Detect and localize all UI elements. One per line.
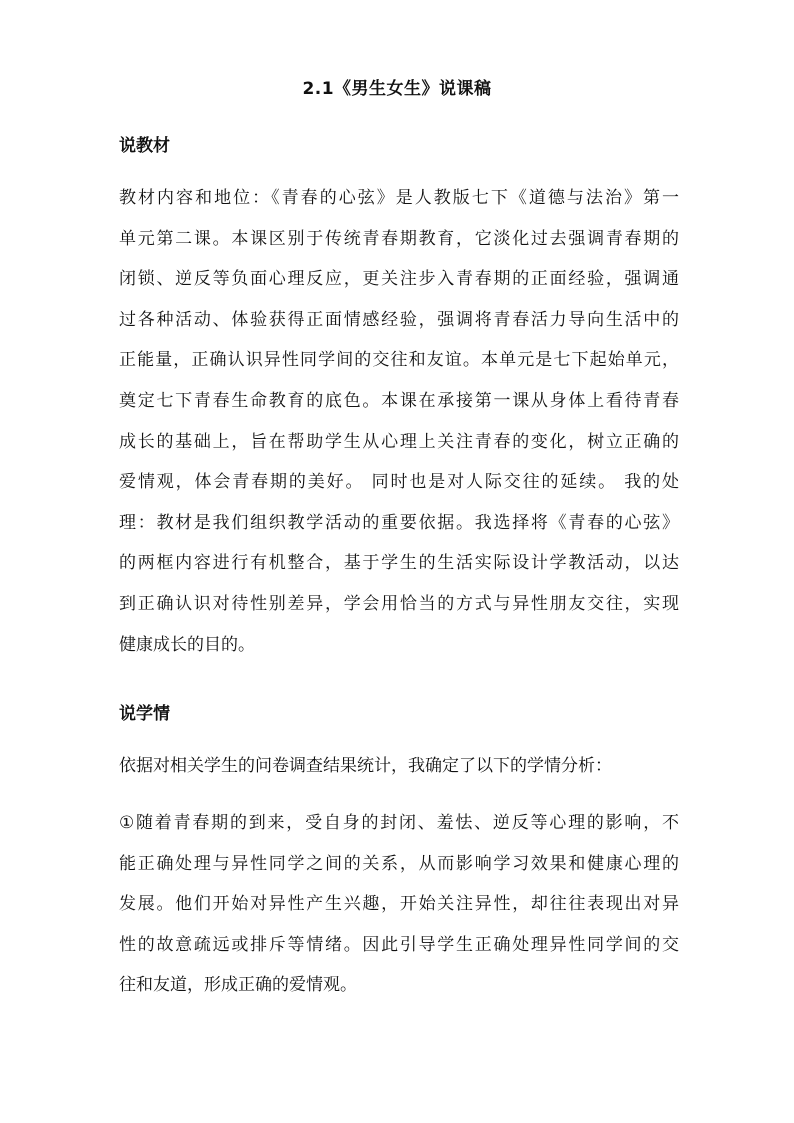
text-line: 单元第二课。本课区别于传统青春期教育，它淡化过去强调青春期的 — [119, 228, 679, 249]
text-line: 的两框内容进行有机整合，基于学生的生活实际设计学教活动，以达 — [119, 553, 679, 574]
paragraph-analysis-1 — [119, 803, 679, 1006]
document-title: 2.1《男生女生》说课稿 — [302, 79, 492, 99]
text-line: 理：教材是我们组织教学活动的重要依据。我选择将《青春的心弦》 — [119, 512, 679, 533]
section-heading-learning-situation: 说学情 — [119, 704, 170, 724]
text-line: 性的故意疏远或排斥等情绪。因此引导学生正确处理异性同学间的交 — [119, 934, 679, 955]
text-line: 爱情观，体会青春期的美好。 同时也是对人际交往的延续。 我的处 — [119, 472, 679, 493]
text-line: 能正确处理与异性同学之间的关系，从而影响学习效果和健康心理的 — [119, 853, 679, 874]
paragraph-textbook — [119, 178, 679, 665]
text-line: 奠定七下青春生命教育的底色。本课在承接第一课从身体上看待青春 — [119, 390, 679, 411]
paragraph-survey-intro — [119, 746, 679, 787]
text-line: 健康成长的目的。 — [119, 634, 255, 655]
text-line: 闭锁、逆反等负面心理反应，更关注步入青春期的正面经验，强调通 — [119, 269, 679, 290]
text-line: 成长的基础上，旨在帮助学生从心理上关注青春的变化，树立正确的 — [119, 431, 679, 452]
text-line: 往和友道，形成正确的爱情观。 — [119, 975, 357, 996]
text-line: 教材内容和地位：《青春的心弦》是人教版七下《道德与法治》第一 — [119, 188, 679, 208]
text-line: 依据对相关学生的问卷调查结果统计，我确定了以下的学情分析： — [119, 756, 612, 776]
text-line: 过各种活动、体验获得正面情感经验，强调将青春活力导向生活中的 — [119, 309, 679, 330]
section-heading-textbook: 说教材 — [119, 136, 170, 156]
text-line: ①随着青春期的到来，受自身的封闭、羞怯、逆反等心理的影响，不 — [119, 813, 679, 833]
text-line: 正能量，正确认识异性同学间的交往和友谊。本单元是七下起始单元， — [119, 350, 679, 371]
text-line: 到正确认识对待性别差异，学会用恰当的方式与异性朋友交往，实现 — [119, 593, 679, 614]
text-line: 发展。他们开始对异性产生兴趣，开始关注异性，却往往表现出对异 — [119, 894, 679, 915]
